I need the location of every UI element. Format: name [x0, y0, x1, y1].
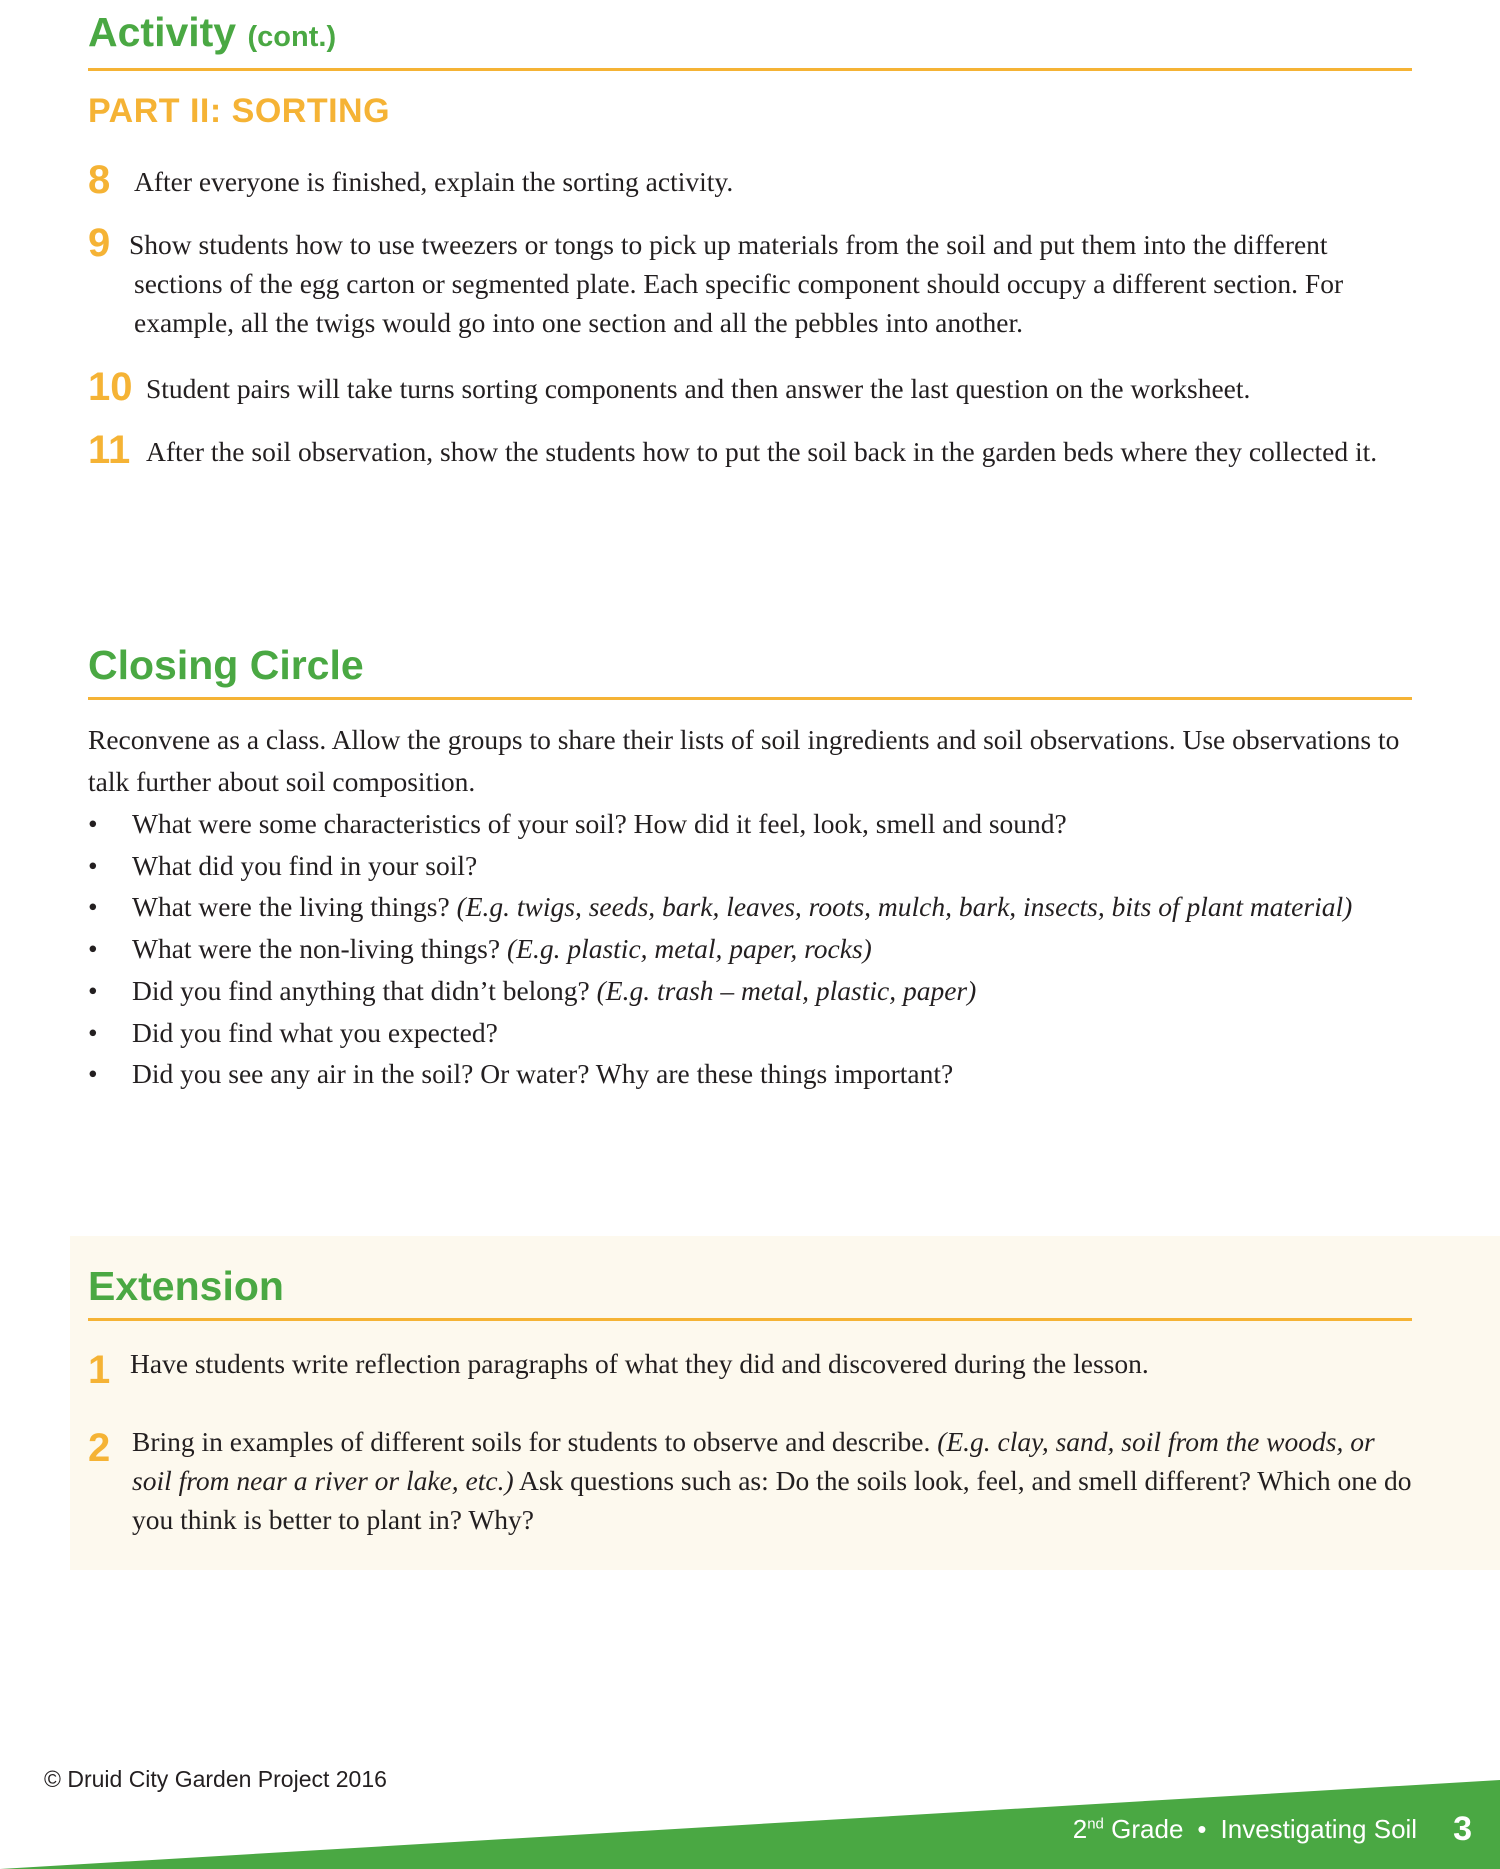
closing-rule [88, 697, 1412, 700]
step-number: 1 [88, 1348, 111, 1392]
extension-title: Extension [88, 1263, 284, 1309]
list-item: • What did you find in your soil? [88, 849, 478, 881]
activity-step-9 [88, 221, 1418, 342]
closing-intro: Reconvene as a class. Allow the groups to share their lists of soil ingredients and soil observations. Use observations to talk further about soil composition. [88, 724, 1400, 797]
extension-step-2 [88, 1422, 1418, 1539]
list-item: • Did you see any air in the soil? Or water? Why are these things important? [88, 1058, 954, 1090]
activity-step-8 [88, 158, 1418, 202]
activity-step-10 [88, 365, 1418, 409]
step-number: 11 [88, 428, 131, 472]
list-item: • What were some characteristics of your soil? How did it feel, look, smell and sound? [88, 808, 1067, 839]
closing-bullet-list [88, 803, 1428, 1095]
list-item: • Did you find anything that didn’t belong? (E.g. trash – metal, plastic, paper) [88, 974, 977, 1006]
extension-rule [88, 1318, 1412, 1321]
page-number: 3 [1453, 1809, 1472, 1848]
activity-rule [88, 68, 1412, 71]
list-item: • What were the non-living things? (E.g. plastic, metal, paper, rocks) [88, 933, 872, 965]
step-text: Show students how to use tweezers or tongs to pick up materials from the soil and put them into the different sections of the egg carton or segmented plate. Each specific component should occupy a different section. For example, all the twigs would go into one section and all the pebbles into another. [129, 229, 1344, 338]
step-text: Have students write reflection paragraphs of what they did and discovered during the lesson. [130, 1348, 1149, 1379]
list-item: • What were the living things? (E.g. twigs, seeds, bark, leaves, roots, mulch, bark, insects, bits of plant material) [88, 891, 1353, 923]
activity-title: Activity (cont.) [88, 9, 337, 55]
step-number: 8 [88, 158, 111, 202]
footer-grade: 2nd Grade [1072, 1813, 1184, 1844]
footer-separator: • [1197, 1813, 1207, 1844]
step-number: 10 [88, 365, 133, 409]
closing-title: Closing Circle [88, 642, 364, 688]
list-item: • Did you find what you expected? [88, 1016, 498, 1048]
footer-topic: Investigating Soil [1220, 1813, 1418, 1844]
step-text: Bring in examples of different soils for students to observe and describe. (E.g. clay, sand, soil from the woods, or soil from near a river or lake, etc.) Ask questions such as: Do the soils look, feel, and smell different? Which one do you think is better to plant in? Why? [132, 1426, 1412, 1535]
part-title: PART II: SORTING [88, 92, 391, 130]
step-text: After everyone is finished, explain the sorting activity. [134, 166, 734, 197]
copyright-text: © Druid City Garden Project 2016 [44, 1766, 387, 1792]
step-number: 2 [88, 1426, 111, 1470]
activity-step-11 [88, 428, 1418, 472]
step-text: Student pairs will take turns sorting components and then answer the last question on the worksheet. [146, 373, 1251, 404]
footer-label [1073, 1806, 1500, 1852]
activity-title-suffix: (cont.) [247, 21, 337, 53]
step-text: After the soil observation, show the students how to put the soil back in the garden beds where they collected it. [146, 436, 1378, 467]
step-number: 9 [88, 221, 111, 265]
extension-step-1 [88, 1344, 1418, 1392]
